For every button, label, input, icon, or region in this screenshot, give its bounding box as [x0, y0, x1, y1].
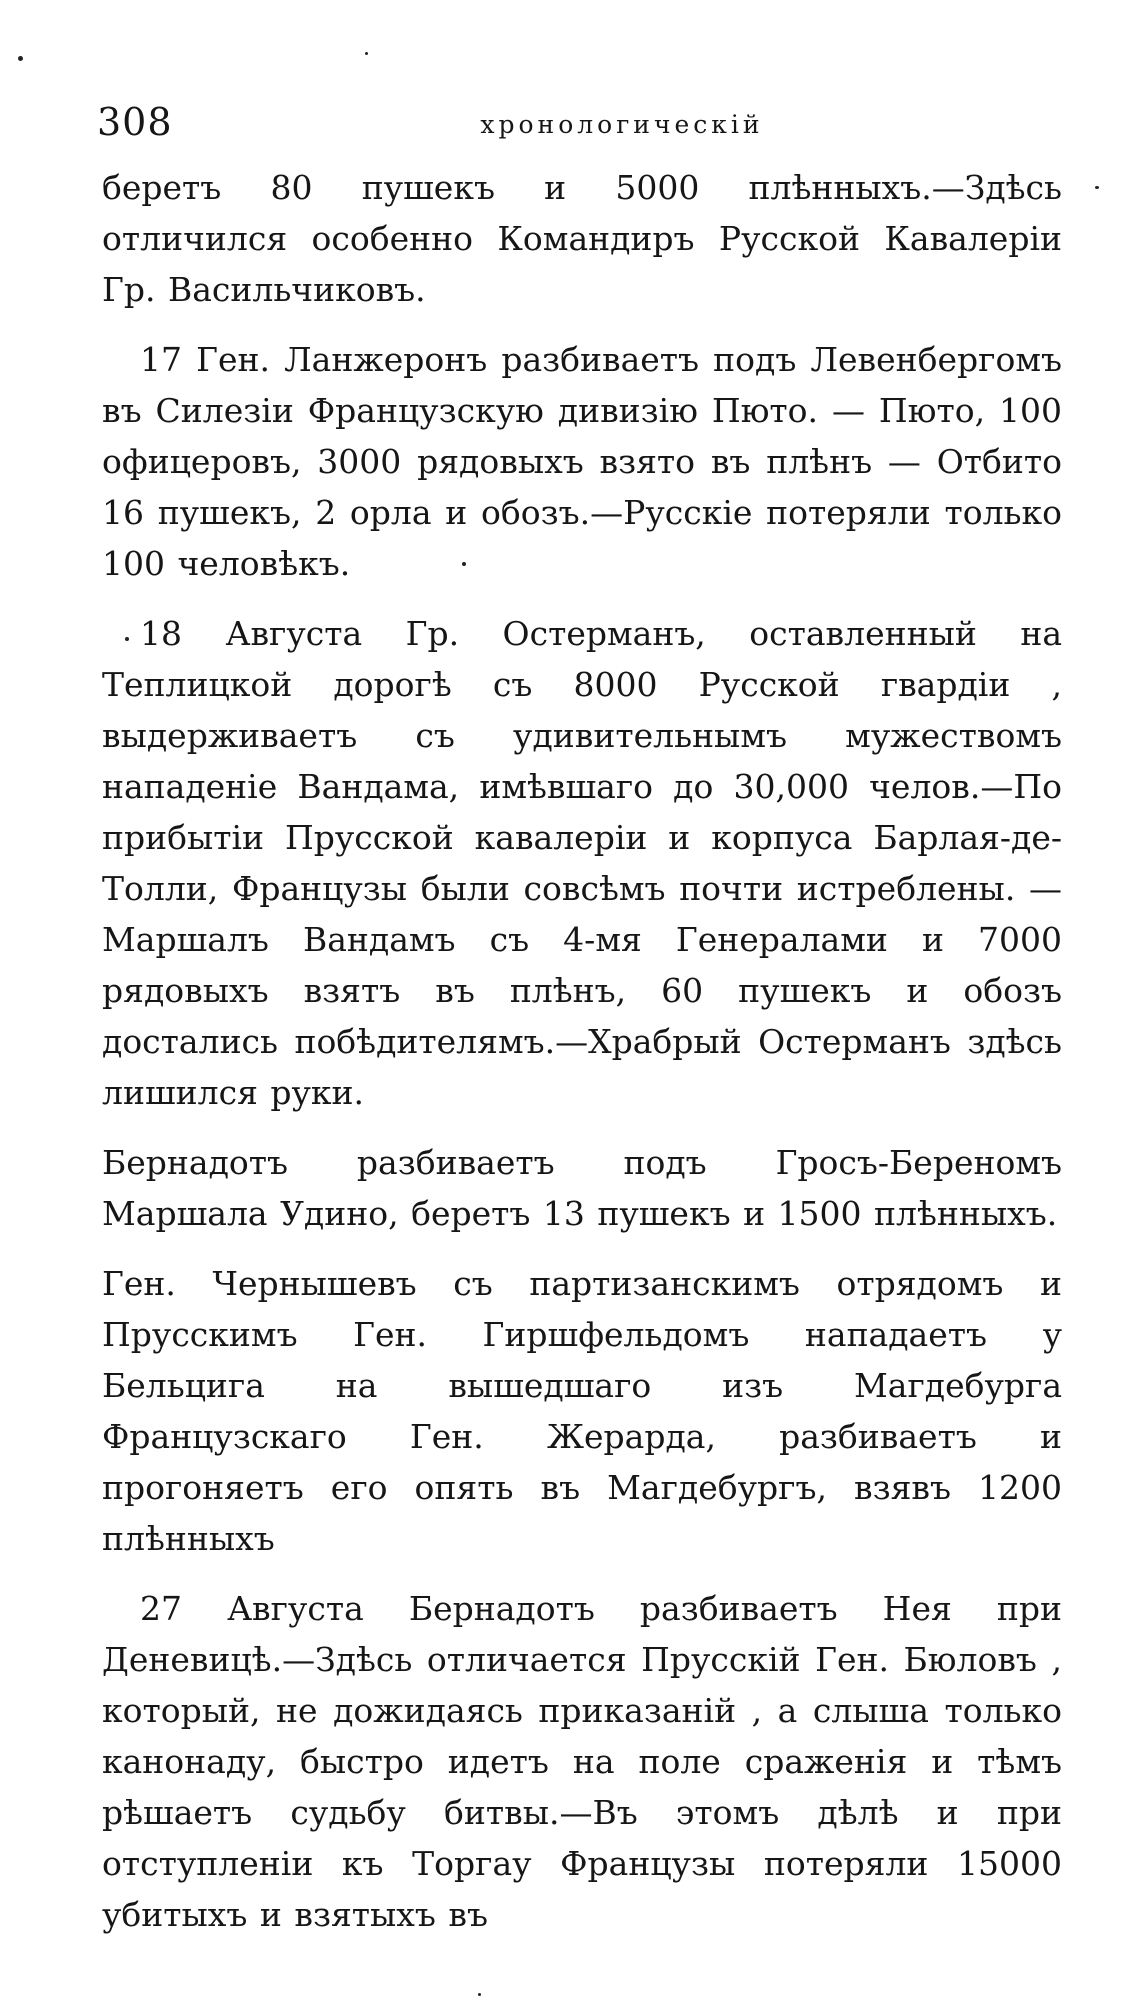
print-speck	[1095, 186, 1099, 189]
print-speck	[18, 56, 23, 61]
print-speck	[478, 1993, 481, 1996]
paragraph: 17 Ген. Ланжеронъ разбиваетъ подъ Левенбергомъ въ Силезіи Французскую дивизію Пюто. — Пюто, 100 офицеровъ, 3000 рядовыхъ взято въ плѣнъ — Отбито 16 пушекъ, 2 орла и обозъ.—Русскіе потеряли только 100 человѣкъ.	[102, 340, 1062, 583]
running-title: хронологическій	[480, 110, 764, 139]
page-number: 308	[97, 100, 173, 144]
paragraph: Бернадотъ разбиваетъ подъ Гросъ-Береномъ Маршала Удино, беретъ 13 пушекъ и 1500 плѣнныхъ.	[102, 1143, 1062, 1233]
paragraph: беретъ 80 пушекъ и 5000 плѣнныхъ.—Здѣсь отличился особенно Командиръ Русской Кавалеріи Гр. Васильчиковъ.	[102, 168, 1062, 309]
paragraph: Ген. Чернышевъ съ партизанскимъ отрядомъ и Прусскимъ Ген. Гиршфельдомъ нападаетъ у Бельцига на вышедшаго изъ Магдебурга Французскаго Ген. Жерарда, разбиваетъ и прогоняетъ его опять въ Магдебургъ, взявъ 1200 плѣнныхъ	[102, 1264, 1062, 1558]
paragraph: 27 Августа Бернадотъ разбиваетъ Нея при Деневицѣ.—Здѣсь отличается Прусскій Ген. Бюловъ , который, не дожидаясь приказаній , а слыша только канонаду, быстро идетъ на поле сраженія и тѣмъ рѣшаетъ судьбу битвы.—Въ этомъ дѣлѣ и при отступленіи къ Торгау Французы потеряли 15000 убитыхъ и взятыхъ въ	[102, 1589, 1062, 1934]
print-speck	[365, 52, 368, 55]
body-text	[102, 162, 1062, 1959]
page-header	[97, 102, 1067, 146]
paragraph: 18 Августа Гр. Остерманъ, оставленный на Теплицкой дорогѣ съ 8000 Русской гвардіи , выдерживаетъ съ удивительнымъ мужествомъ нападеніе Вандама, имѣвшаго до 30,000 челов.—По прибытіи Прусской кавалеріи и корпуса Барлая-де-Толли, Французы были совсѣмъ почти истреблены. — Маршалъ Вандамъ съ 4-мя Генералами и 7000 рядовыхъ взятъ въ плѣнъ, 60 пушекъ и обозъ достались побѣдителямъ.—Храбрый Остерманъ здѣсь лишился руки.	[102, 614, 1062, 1112]
